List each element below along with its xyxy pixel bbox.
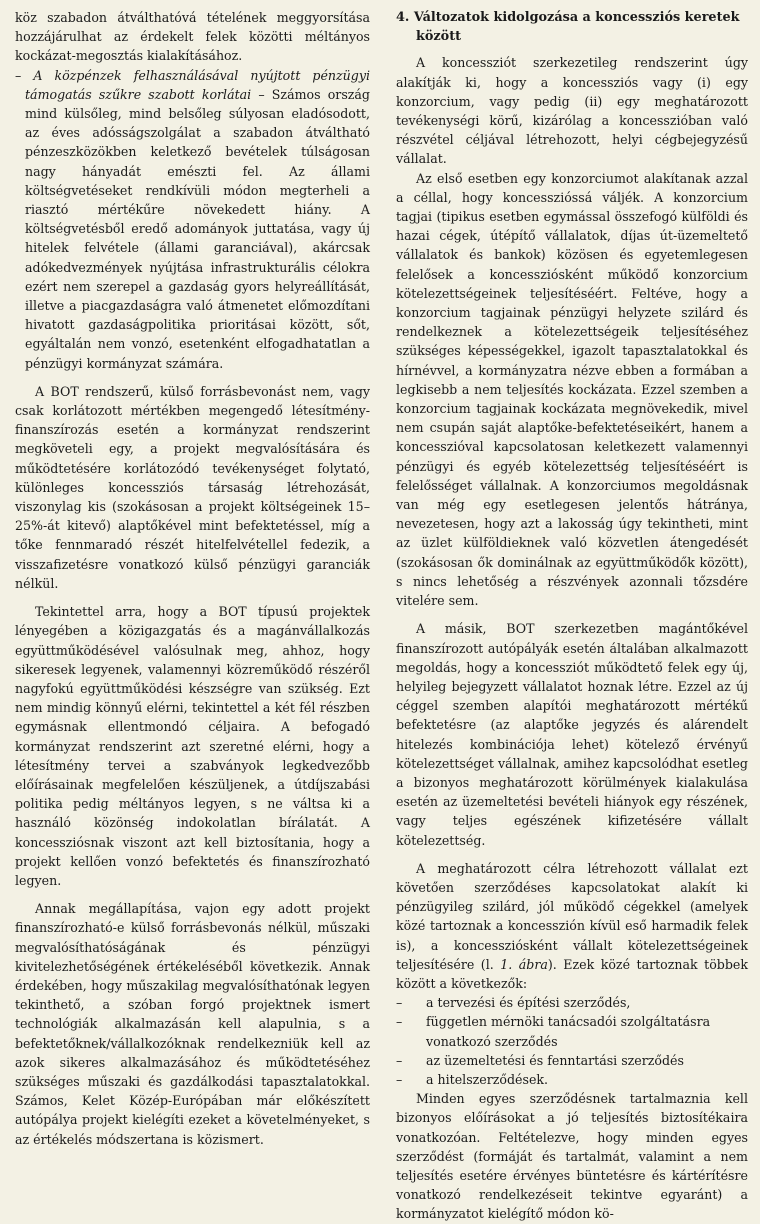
- paragraph-continuation: köz szabadon átválthatóvá tételének meggyorsítása hozzájárulhat az érdekelt felek közötti méltányos kockázat-megosztás kialakításához.: [15, 10, 370, 64]
- dash-marker: –: [396, 1052, 403, 1068]
- run-in-heading: A közpénzek felhasználásával nyújtott pénzügyi támogatás szűkre szabott korlátai: [25, 67, 370, 102]
- list-item: – az üzemeltetési és fenntartási szerződés: [396, 1051, 748, 1070]
- figure-reference: 1. ábra: [500, 956, 548, 972]
- paragraph-text: – Számos ország mind külsőleg, mind belsőleg súlyosan eladósodott, az éves adósságszolgálat a szabadon átváltható pénzeszközökben keletkező bevételek túlságosan nagy hányadát emészti fel. Az állami költségvetéseket rendkívüli módon megterheli a riasztó mértékűre növekedett hiány. A költségvetésből eredő adományok juttatása, vagy új hitelek felvétele (állami garanciával), akárcsak adókedvezmények nyújtása infrastrukturális célokra ezért nem szerepel a gazdaság gyors helyreállítását, illetve a piacgazdaságra való átmenetet előmozdítani hivatott gazdaságpolitika prioritásai között, sőt, egyáltalán nem vonzó, esetenként elfogadhatatlan a pénzügyi kormányzat számára.: [25, 86, 370, 371]
- paragraph-bot-financing: A BOT rendszerű, külső forrásbevonást nem, vagy csak korlátozott mértékben megengedő létesítmény-finanszírozás esetén a kormányzat rendszerint megköveteli egy, a projekt megvalósítására és működtetésére korlátozódó tevékenységet folytató, különleges koncessziós társaság létrehozását, viszonylag kis (szokásosan a projekt költségeinek 15–25%-át kitevő) alaptőkével mint befektetéssel, míg a tőke fennmaradó részét hitelfelvétellel fedezik, a visszafizetésre vonatkozó külső pénzügyi garanciák nélkül.: [15, 383, 370, 591]
- paragraph-new-company: A másik, BOT szerkezetben magántőkével finanszírozott autópályák esetén általában alkalmazott megoldás, hogy a koncessziót működtető felek egy új, helyileg bejegyzett vállalatot hoznak létre. Ezzel az új céggel szemben alapítói meghatározott mértékű befektetésre (az alaptőke jegyzés és alárendelt hitelezés kombinációja lehet) kötelező érvényű kötelezettséget vállalnak, amihez kapcsolódhat esetleg a bizonyos meghatározott körülmények kialakulása esetén az üzemeltetési bevételi hiányok egy részének, vagy teljes egészének kifizetésére vállalt kötelezettség.: [396, 621, 748, 848]
- section-heading: 4. Változatok kidolgozása a koncessziós keretek között: [396, 10, 740, 45]
- list-item: – a hitelszerződések.: [396, 1070, 748, 1089]
- paragraph-feasibility: Annak megállapítása, vajon egy adott projekt finanszírozható-e külső forrásbevonás nélkül, műszaki megvalósíthatóságának és pénzügyi kivitelezhetőségének értékeléséből következik. Annak érdekében, hogy műszakilag megvalósíthatónak legyen tekinthető, a szóban forgó projektnek ismert technológiák alkalmazásán kell alapulnia, s a befektetőknek/vállalkozóknak rendelkezniük kell az azok sikeres alkalmazásához és működtetéséhez szükséges műszaki és gazdálkodási tapasztalatokkal. Számos, Kelet Közép-Európában már előkészített autópálya projekt kielégíti ezeket a követelményeket, s az értékelés módszertana is közismert.: [15, 901, 370, 1147]
- paragraph-contracts: [396, 859, 748, 993]
- paragraph-structure: A koncessziót szerkezetileg rendszerint úgy alakítják ki, hogy a koncessziós vagy (i) egy konzorcium, vagy pedig (ii) egy meghatározott tevékenységi körű, kizárólag a koncesszióban való részvétel céljával létrehozott, helyi cégbejegyzésű vállalat.: [396, 55, 748, 167]
- paragraph-public-funds-limits: [15, 66, 370, 373]
- paragraph-cooperation: Tekintettel arra, hogy a BOT típusú projektek lényegében a közigazgatás és a magánvállalkozás együttműködésével valósulnak meg, ahhoz, hogy sikeresek legyenek, valamennyi közreműködő részéről nagyfokú együttműködési készségre van szükség. Ezt nem mindig könnyű elérni, tekintettel a két fél részben egymásnak ellentmondó céljaira. A befogadó kormányzat rendszerint azt szeretné elérni, hogy a létesítmény tervei a szabványok legkedvezőbb előírásainak megfelelően készüljenek, a útdíjszabási politika pedig méltányos legyen, s ne váltsa ki a használó közönség indokolatlan bírálatát. A koncessziósnak viszont azt kell biztosítania, hogy a projekt kellően vonzó befektetés és finanszírozható legyen.: [15, 604, 370, 888]
- paragraph-text: ). Ezek közé tartoznak többek között a következők:: [396, 956, 748, 991]
- list-item: – független mérnöki tanácsadói szolgáltatásra vonatkozó szerződés: [396, 1014, 711, 1049]
- list-item: – a tervezési és építési szerződés,: [396, 993, 748, 1012]
- dash-marker: –: [396, 1014, 403, 1030]
- contract-list: [396, 993, 748, 1089]
- paragraph-text: A meghatározott célra létrehozott vállalat ezt követően szerződéses kapcsolatokat alakít ki pénzügyileg szilárd, jól működő cégekkel (amelyek közé tartoznak a koncesszión kívül eső harmadik felek is), a koncessziósként vállalt kötelezettségeinek teljesítésére (l.: [396, 860, 748, 972]
- left-column: [15, 8, 370, 1149]
- dash-marker: –: [396, 1071, 403, 1087]
- right-column: [396, 8, 748, 1224]
- dash-marker: –: [15, 67, 22, 83]
- dash-marker: –: [396, 995, 403, 1011]
- paragraph-performance: Minden egyes szerződésnek tartalmaznia kell bizonyos előírásokat a jó teljesítés biztosítékaira vonatkozóan. Feltételezve, hogy minden egyes szerződést (formáját és tartalmát, valamint a nem teljesítés esetére érvényes büntetésre és kártérítésre vonatkozó rendelkezéseit tekintve egyaránt) a kormányzatot kielégítő módon kö-: [396, 1091, 748, 1222]
- paragraph-consortium: Az első esetben egy konzorciumot alakítanak azzal a céllal, hogy koncesszióssá váljék. A konzorcium tagjai (tipikus esetben egymással összefogó külföldi és hazai cégek, útépítő vállalatok, díjas út-üzemeltető vállalatok és bankok) közösen és egyetemlegesen felelősek a koncessziósként működő konzorcium kötelezettségeinek teljesítéséért. Feltéve, hogy a konzorcium tagjainak pénzügyi helyzete szilárd és rendelkeznek a kötelezettségeik teljesítéséhez szükséges képességekkel, igazolt tapasztalatokkal és hírnévvel, a kormányzatra nézve ebben a formában a legkisebb a nem teljesítés kockázata. Ezzel szemben a konzorcium tagjainak kockázata megnövekedik, mivel nem csupán saját alaptőke-befektetéseikért, hanem a koncesszióval kapcsolatosan keletkezett valamennyi pénzügyi és egyéb kötelezettség teljesítéséért is felelősséget vállalnak. A konzorciumos megoldásnak van még egy esetlegesen jelentős hátránya, nevezetesen, hogy azt a lakosság úgy tekintheti, mint az üzlet külföldieknek való közvetlen átengedését (szokásosan ők dominálnak az együttműködők között), s nincs lehetőség a részvények azonnali tőzsdére vitelére sem.: [396, 170, 748, 609]
